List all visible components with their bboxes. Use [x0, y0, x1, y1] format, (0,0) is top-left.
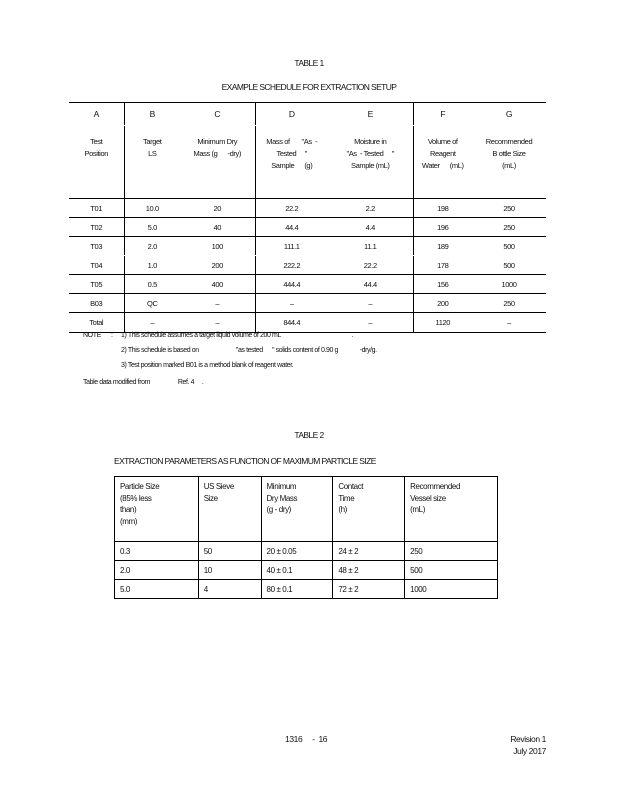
table-row — [69, 256, 546, 275]
col-header-b — [124, 126, 180, 199]
table-cell: 4.4 — [328, 218, 413, 237]
table-cell: 250 — [472, 294, 546, 313]
table-cell: – — [255, 294, 328, 313]
col-header-line: (85% less — [120, 493, 152, 503]
table-cell: 44.4 — [328, 275, 413, 294]
col-header-line: Vessel size — [410, 493, 446, 503]
table-cell: Total — [69, 313, 124, 333]
col-header-line: Mass of "As - — [266, 137, 318, 146]
table-cell: – — [472, 313, 546, 333]
col-letter-g: G — [472, 103, 546, 126]
table-cell: 44.4 — [255, 218, 328, 237]
col-header-line: Size — [203, 493, 218, 503]
table-cell: 80 ± 0.1 — [261, 580, 333, 599]
table-cell: 196 — [413, 218, 472, 237]
col-header-line: Sample (g) — [271, 161, 313, 170]
table-cell: – — [180, 313, 255, 333]
col-letter-a: A — [69, 103, 124, 126]
col-header-line: (mL) — [410, 505, 425, 514]
revision-label: Revision 1 — [510, 734, 546, 744]
table-cell: 250 — [472, 218, 546, 237]
table2-label: TABLE 2 — [294, 430, 324, 440]
col-header-f — [413, 126, 472, 199]
col-header-line: Moisture in — [354, 137, 387, 146]
table-cell: 1000 — [472, 275, 546, 294]
table-cell: 200 — [413, 294, 472, 313]
table-cell: 11.1 — [328, 237, 413, 256]
table-cell: 10.0 — [124, 199, 180, 218]
table-cell: 200 — [180, 256, 255, 275]
table-row — [115, 542, 498, 561]
revision-date: July 2017 — [513, 746, 546, 756]
col-header-line: Position — [84, 149, 108, 158]
col-header-line: Sample (mL) — [350, 161, 390, 170]
table-cell: B03 — [69, 294, 124, 313]
table-cell: 4 — [198, 580, 261, 599]
table-cell: QC — [124, 294, 180, 313]
col-letter-d: D — [255, 103, 328, 126]
table-cell: 500 — [405, 561, 498, 580]
table-cell: 40 ± 0.1 — [261, 561, 333, 580]
table-cell: 50 — [198, 542, 261, 561]
col-header-line: Volume of — [427, 137, 458, 146]
table-cell: – — [328, 294, 413, 313]
table1-label: TABLE 1 — [294, 58, 324, 68]
table-cell: 2.0 — [115, 561, 199, 580]
note-item-1: 1) This schedule assumes a target liquid volume of 200 mL . — [121, 332, 354, 339]
table-cell: 156 — [413, 275, 472, 294]
table-cell: T05 — [69, 275, 124, 294]
table-cell: 20 ± 0.05 — [261, 542, 333, 561]
col-header-line: Time — [338, 493, 355, 503]
table-cell: 1120 — [413, 313, 472, 333]
table-row — [69, 294, 546, 313]
table-cell: 250 — [472, 199, 546, 218]
col-header-line: Tested " — [276, 149, 307, 158]
col-header-line: Target — [143, 137, 162, 146]
col-header-line: (g - dry) — [266, 505, 291, 514]
table-cell: 20 — [180, 199, 255, 218]
col-header-line: (mm) — [120, 516, 138, 526]
table1-title: EXAMPLE SCHEDULE FOR EXTRACTION SETUP — [221, 82, 397, 92]
col-header-line: (mL) — [502, 161, 516, 170]
col-header-line: LS — [148, 149, 157, 158]
col-header-line: B ottle Size — [492, 149, 526, 158]
col-header-line: "As - Tested " — [346, 149, 395, 158]
col-header-c — [180, 126, 255, 199]
table-cell: 24 ± 2 — [333, 542, 405, 561]
table-cell: 500 — [472, 237, 546, 256]
table-cell: 844.4 — [255, 313, 328, 333]
table-cell: 22.2 — [255, 199, 328, 218]
table-cell: 189 — [413, 237, 472, 256]
table-row — [69, 199, 546, 218]
extraction-parameters-table — [114, 476, 498, 599]
table-cell: 198 — [413, 199, 472, 218]
table-row — [115, 561, 498, 580]
col-header — [198, 477, 261, 542]
table-cell: 2.2 — [328, 199, 413, 218]
col-header-line: Mass (g -dry) — [193, 149, 241, 158]
table-cell: T02 — [69, 218, 124, 237]
table-cell: 2.0 — [124, 237, 180, 256]
col-header-line: than) — [120, 505, 137, 514]
col-header-e — [328, 126, 413, 199]
table-cell: 250 — [405, 542, 498, 561]
col-header — [261, 477, 333, 542]
table-cell: 400 — [180, 275, 255, 294]
col-header-line: Recommended — [485, 137, 533, 146]
col-header-line: Contact — [338, 482, 364, 491]
table-row — [69, 313, 546, 333]
table-cell: 5.0 — [124, 218, 180, 237]
col-header-line: Minimum Dry — [197, 137, 238, 146]
col-header-g — [472, 126, 546, 199]
table-cell: 72 ± 2 — [333, 580, 405, 599]
col-header-line: Dry Mass — [266, 493, 298, 503]
table-cell: – — [180, 294, 255, 313]
table-cell: T04 — [69, 256, 124, 275]
note-label: NOTE — [83, 332, 101, 339]
col-header-line: Recommended — [410, 482, 461, 491]
col-header-d — [255, 126, 328, 199]
table-cell: 40 — [180, 218, 255, 237]
table-cell: 500 — [472, 256, 546, 275]
col-header-line: Water (mL) — [421, 161, 464, 170]
table-cell: 178 — [413, 256, 472, 275]
col-header — [115, 477, 199, 542]
note-item-2: 2) This schedule is based on "as tested " solids content of 0.90 g -dry/g. — [121, 347, 377, 354]
table-row — [69, 218, 546, 237]
table-cell: 1000 — [405, 580, 498, 599]
table-source-note: Table data modified from Ref. 4 . — [83, 379, 204, 386]
table-cell: T03 — [69, 237, 124, 256]
col-header — [333, 477, 405, 542]
col-header-line: Minimum — [266, 482, 297, 491]
table-cell: 5.0 — [115, 580, 199, 599]
table-cell: 48 ± 2 — [333, 561, 405, 580]
table-cell: 0.3 — [115, 542, 199, 561]
table-cell: 0.5 — [124, 275, 180, 294]
table-row — [69, 237, 546, 256]
col-header — [405, 477, 498, 542]
col-header-line: US Sieve — [203, 482, 234, 491]
col-header-line: (h) — [338, 505, 347, 514]
table-cell: 111.1 — [255, 237, 328, 256]
table-row — [69, 275, 546, 294]
table-cell: 22.2 — [328, 256, 413, 275]
table-cell: – — [124, 313, 180, 333]
note-item-3: 3) Test position marked B01 is a method blank of reagent water. — [121, 362, 294, 369]
table-cell: 100 — [180, 237, 255, 256]
col-letter-c: C — [180, 103, 255, 126]
table-cell: 444.4 — [255, 275, 328, 294]
col-header-line: Particle Size — [120, 482, 160, 491]
note-colon: : — [111, 332, 113, 339]
extraction-schedule-table — [69, 102, 546, 333]
table-cell: 1.0 — [124, 256, 180, 275]
col-letter-e: E — [328, 103, 413, 126]
table-cell: 222.2 — [255, 256, 328, 275]
col-letter-b: B — [124, 103, 180, 126]
page-number: 1316 - 16 — [285, 734, 328, 744]
col-header-line: Reagent — [429, 149, 456, 158]
table2-title: EXTRACTION PARAMETERS AS FUNCTION OF MAXIMUM PARTICLE SIZE — [114, 456, 376, 466]
table-cell: – — [328, 313, 413, 333]
col-header-line: Test — [90, 137, 103, 146]
table-row — [115, 580, 498, 599]
col-letter-f: F — [413, 103, 472, 126]
table-cell: T01 — [69, 199, 124, 218]
table-cell: 10 — [198, 561, 261, 580]
col-header-a — [69, 126, 124, 199]
